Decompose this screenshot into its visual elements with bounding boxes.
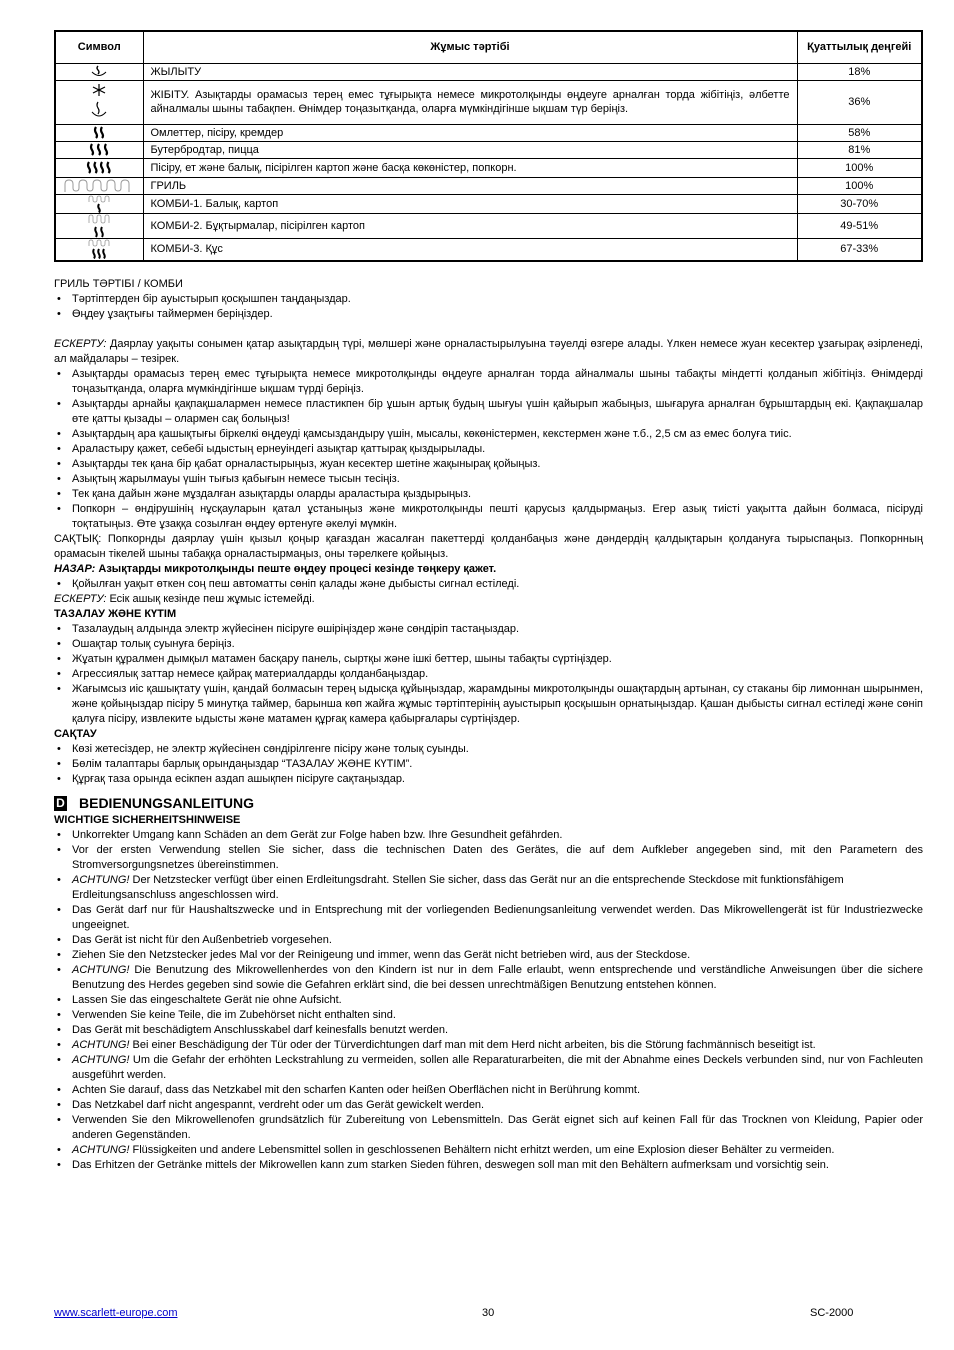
table-row <box>55 80 922 124</box>
steam-four-icon <box>84 161 114 174</box>
mode-power: 58% <box>797 124 922 141</box>
attention-list <box>54 577 923 592</box>
storage-list <box>54 742 923 787</box>
note-text: Даярлау уақыты сонымен қатар азықтардың түрі, мөлшері және орналастырылуына тәуелді өзгере алады. Үлкен немесе жуан кесектер ұзағырақ әзірленеді, ал майдалары – тезірек. <box>54 338 923 365</box>
list-item: • Агрессиялық заттар немесе қайрақ материалдарды қолданбаңыздар. <box>54 667 923 682</box>
website-link[interactable]: www.scarlett-europe.com <box>54 1307 178 1319</box>
table-row <box>55 238 922 261</box>
section-title: BEDIENUNGSANLEITUNG <box>79 794 255 811</box>
mode-desc: ГРИЛЬ <box>143 177 797 194</box>
mode-power: 100% <box>797 177 922 194</box>
safety-list <box>54 828 923 1173</box>
table-header-row <box>55 31 922 63</box>
combi-two-icon <box>86 214 112 238</box>
list-item: • Verwenden Sie den Mikrowellenofen grundsätzlich für Zubereitung von Lebensmitteln. Das Gerät eignet sich auf keinen Fall für das Trocknen von Kleidung, Papier oder anderen Gegenständen. <box>54 1113 923 1143</box>
mode-power: 100% <box>797 158 922 177</box>
list-item: • Unkorrekter Umgang kann Schäden an dem Gerät zur Folge haben bzw. Ihre Gesundheit gefährden. <box>54 828 923 843</box>
list-item: • Попкорн – өндірушінің нұсқауларын қатал ұстаныңыз және микротолқынды пешті қарусыз қалдырмаңыз. Егер азық тиісті уақытта дайын болмаса, пісіруді тоқтатыңыз. Өте ұзаққа созылған өңдеу өртенуге әкелуі мүмкін. <box>54 502 923 532</box>
list-item: • Achten Sie darauf, dass das Netzkabel mit den scharfen Kanten oder heißen Oberflächen nicht in Berührung kommt. <box>54 1083 923 1098</box>
list-item: • Das Netzkabel darf nicht angespannt, verdreht oder um das Gerät gewickelt werden. <box>54 1098 923 1113</box>
safety-subtitle: WICHTIGE SICHERHEITSHINWEISE <box>54 814 241 826</box>
page-number: 30 <box>482 1307 495 1319</box>
mode-desc: КОМБИ-1. Балық, картоп <box>143 194 797 213</box>
mode-power: 81% <box>797 141 922 158</box>
table-row <box>55 63 922 80</box>
list-item: • ACHTUNG! Der Netzstecker verfügt über einen Erdleitungsdraht. Stellen Sie sicher, dass das Gerät nur an die entsprechende Steckdose mit funktionsfähigem Erdleitungsanschluss angeschlossen wird. <box>54 873 923 903</box>
caution-text: Попкорнды даярлау үшін қызыл қоңыр қағаздан жасалған пакеттерді қолданбаңыз және дәндердің қалдықтарын қолдануға тырыспаңыз. Попкорнның орамасын тікелей шыны табаққа орналастырмаңыз, оны тәрелкеге қойыңыз. <box>54 533 923 560</box>
list-item: • Lassen Sie das eingeschaltete Gerät nie ohne Aufsicht. <box>54 993 923 1008</box>
mode-desc: КОМБИ-3. Құс <box>143 238 797 261</box>
list-item: • Das Gerät darf nur für Haushaltszwecke und in Entsprechung mit der vorliegenden Bedienungsanleitung verwendet werden. Das Mikrowellengerät ist für Industriezwecke ungeeignet. <box>54 903 923 933</box>
list-item: • Азықтарды орамасыз терең емес тұғырықта немесе микротолқынды өңдеуге арналған торда айналмалы шыны табақты міндетті қолданып жібітіңіз. Өнімдерді тоңазытқанда, оларға мүмкіндігінше ықшам түрді беріңіз. <box>54 367 923 397</box>
tips-list <box>54 367 923 532</box>
model-number: SC-2000 <box>810 1307 854 1319</box>
list-item: • Тазалаудың алдында электр жүйесінен пісіруге өшіріңіздер және сөндіріп тастаңыздар. <box>54 622 923 637</box>
mode-desc: ЖІБІТУ. Азықтарды орамасыз терең емес тұғырықта немесе микротолқынды өңдеуге арналған торда жібітіңіз, әлбетте айналмалы шыны табақпен. Өнімдер тоңазытқанда, оларға мүмкіндігінше ықшам түр беріңіз. <box>143 80 797 124</box>
mode-desc: Пісіру, ет және балық, пісірілген картоп және басқа көкөністер, попкорн. <box>143 158 797 177</box>
list-item: • Азықтың жарылмауы үшін тығыз қабығын немесе тысын тесіңіз. <box>54 472 923 487</box>
defrost-icon <box>88 82 110 122</box>
language-letter: D <box>54 796 67 811</box>
note2-text: Есік ашық кезінде пеш жұмыс істемейді. <box>106 593 315 605</box>
attention-text: Азықтарды микротолқынды пеште өңдеу процесі кезінде төңкеру қажет. <box>95 563 497 575</box>
table-row <box>55 141 922 158</box>
table-row <box>55 158 922 177</box>
list-item: • Жағымсыз иіс қашықтату үшін, қандай болмасын терең ыдысқа құйыңыздар, жарамдыны микротолқынды ошақтардың артынан, су стаканы бір лимоннан шырынмен, және қойыңыздар пісіру 5 минутқа таймер, барынша көп жайға жұмыс тәртіптерінің ауыстырып қосқышын орнатыңыздар. Қашан дыбысты сигнал естіледі және сөніп қалуға пісіру, извлеките ыдысты және матамен құрғақ камера қабырғалары сүртіңіздер. <box>54 682 923 727</box>
list-item: • Das Gerät ist nicht für den Außenbetrieb vorgesehen. <box>54 933 923 948</box>
list-item: • Тек қана дайын және мұздалған азықтарды оларды араластыра қыздырыңыз. <box>54 487 923 502</box>
header-symbol: Символ <box>55 31 143 63</box>
steam-two-icon <box>88 126 110 139</box>
grill-list <box>54 292 923 322</box>
caution-paragraph <box>54 532 923 562</box>
caution-label: САҚТЫҚ: <box>54 533 102 545</box>
list-item: • Verwenden Sie keine Teile, die im Zubehörset nicht enthalten sind. <box>54 1008 923 1023</box>
list-item: • ACHTUNG! Die Benutzung des Mikrowellenherdes von den Kindern ist nur in dem Falle erlaubt, wenn entsprechende und verständliche Anweisungen über die sichere Benutzung des Herdes gegeben sind sowie die Gefahren erklärt sind, die bei dessen unrechtmäßigen Benutzung entstehen können. <box>54 963 923 993</box>
combi-three-icon <box>86 239 112 259</box>
mode-power: 36% <box>797 80 922 124</box>
list-item: • Көзі жетесіздер, не электр жүйесінен сөндірілгенге пісіру және толық суынды. <box>54 742 923 757</box>
list-item: • Das Gerät mit beschädigtem Anschlusskabel darf keinesfalls benutzt werden. <box>54 1023 923 1038</box>
list-item: • Араластыру қажет, себебі ыдыстың ернеуіндегі азықтар қаттырақ қыздырылады. <box>54 442 923 457</box>
warm-icon <box>88 65 110 78</box>
list-item: • Ошақтар толық суынуға беріңіз. <box>54 637 923 652</box>
table-row <box>55 177 922 194</box>
mode-desc: ЖЫЛЫТУ <box>143 63 797 80</box>
mode-power: 18% <box>797 63 922 80</box>
mode-power: 67-33% <box>797 238 922 261</box>
list-item: • ACHTUNG! Um die Gefahr der erhöhten Leckstrahlung zu vermeiden, sollen alle Reparaturarbeiten, die mit der Abnahme eines Deckels verbunden sind, nur von Fachleuten ausgeführt werden. <box>54 1053 923 1083</box>
section-heading <box>54 793 923 813</box>
list-item: • Ziehen Sie den Netzstecker jedes Mal vor der Reinigeung und immer, wenn das Gerät nicht betrieben wird, aus der Steckdose. <box>54 948 923 963</box>
mode-desc: Омлеттер, пісіру, кремдер <box>143 124 797 141</box>
note-paragraph <box>54 337 923 367</box>
mode-desc: КОМБИ-2. Бұқтырмалар, пісірілген картоп <box>143 213 797 238</box>
list-item: • Азықтарды арнайы қақпақшалармен немесе пластикпен бір ұшын артық будың шығуы үшін қайырып жабыңыз, шығаруға арналған бұрыштардың екі. Қақпақшалар өте қатты қызады – олармен сақ болыңыз! <box>54 397 923 427</box>
list-item: • Құрғақ таза орында есікпен аздап ашықпен пісіруге сақтаңыздар. <box>54 772 923 787</box>
cleaning-title: ТАЗАЛАУ ЖӘНЕ КҮТІМ <box>54 608 177 620</box>
list-item: • Азықтардың ара қашықтығы біркелкі өңдеуді қамсыздандыру үшін, мысалы, көкөністермен, кекстермен және т.б., 2,5 см аз емес болуға тиіс. <box>54 427 923 442</box>
list-item: • Vor der ersten Verwendung stellen Sie sicher, dass die technischen Daten des Gerätes, die auf dem Aufkleber angegeben sind, mit den Parametern des Stromversorgungsnetzes übereinstimmen. <box>54 843 923 873</box>
grill-icon <box>64 179 134 193</box>
mode-power: 49-51% <box>797 213 922 238</box>
table-row <box>55 213 922 238</box>
list-item: • ACHTUNG! Flüssigkeiten und andere Lebensmittel sollen in geschlossenen Behältern nicht erhitzt werden, um eine Explosion dieser Behälter zu vermeiden. <box>54 1143 923 1158</box>
mode-power: 30-70% <box>797 194 922 213</box>
note2-paragraph <box>54 592 923 607</box>
mode-desc: Бутербродтар, пицца <box>143 141 797 158</box>
steam-three-icon <box>86 143 112 156</box>
list-item: • Өңдеу ұзақтығы таймермен беріңіздер. <box>54 307 923 322</box>
attention-paragraph <box>54 562 923 577</box>
header-power: Қуаттылық деңгейі <box>797 31 922 63</box>
page-footer <box>54 1306 923 1321</box>
list-item: • Азықтарды тек қана бір қабат орналастырыңыз, жуан кесектер шетіне жақынырақ қойыңыз. <box>54 457 923 472</box>
list-item: • Қойылған уақыт өткен соң пеш автоматты сөніп қалады және дыбысты сигнал естіледі. <box>54 577 923 592</box>
power-modes-table <box>54 30 923 262</box>
grill-title: ГРИЛЬ ТӘРТІБІ / КОМБИ <box>54 278 183 290</box>
list-item: • Das Erhitzen der Getränke mittels der Mikrowellen kann zum starken Sieden führen, deswegen soll man mit den Behältern aufmerksam und vorsichtig sein. <box>54 1158 923 1173</box>
note-label: ЕСКЕРТУ: <box>54 338 107 350</box>
attention-label: НАЗАР: <box>54 563 96 575</box>
combi-one-icon <box>86 195 112 213</box>
list-item: • ACHTUNG! Bei einer Beschädigung der Tür oder der Türverdichtungen darf man mit dem Herd nicht arbeiten, bis die Störung fachmännisch beseitigt ist. <box>54 1038 923 1053</box>
list-item: • Тәртіптерден бір ауыстырып қосқышпен таңдаңыздар. <box>54 292 923 307</box>
list-item: • Бөлім талаптары барлық орындаңыздар “ТАЗАЛАУ ЖӘНЕ КҮТІМ”. <box>54 757 923 772</box>
page-content <box>54 30 923 1173</box>
header-mode: Жұмыс тәртібі <box>143 31 797 63</box>
note2-label: ЕСКЕРТУ: <box>54 593 107 605</box>
table-row <box>55 124 922 141</box>
storage-title: САҚТАУ <box>54 728 97 740</box>
list-item: • Жұатын құралмен дымқыл матамен басқару панель, сыртқы және ішкі беттер, шыны табақты сүртіңіздер. <box>54 652 923 667</box>
table-row <box>55 194 922 213</box>
cleaning-list <box>54 622 923 727</box>
